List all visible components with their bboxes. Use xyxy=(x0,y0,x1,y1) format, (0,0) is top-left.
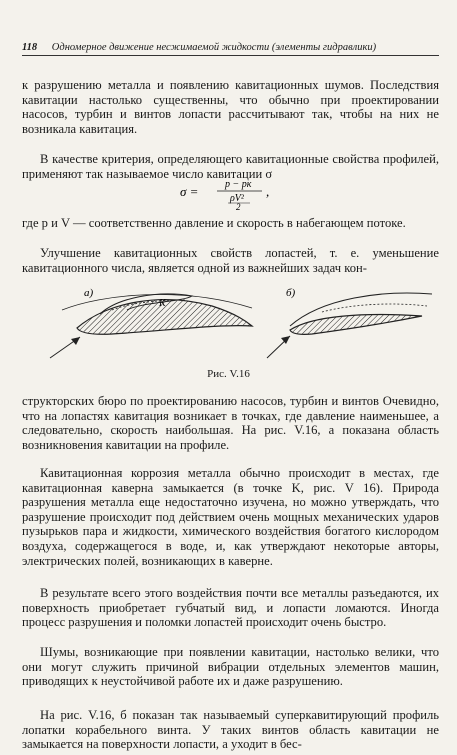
point-k-label: K xyxy=(159,298,166,309)
figure-caption: Рис. V.16 xyxy=(207,368,250,380)
paragraph-6: Кавитационная коррозия металла обычно происходит в местах, где кавитационная каверна замыкается (в точке K, рис. V 16). Природа разрушения металла еще недостаточно изучена, но можно утверждать, что разрушение происходит под действием очень мощных механических ударов пузырьков пара и жидкости, химического воздействия богатого кислородом воздуха, содержащегося в воде, и, как утверждают некоторые авторы, электрических полей, возникающих в каверне. xyxy=(22,466,439,568)
flow-arrowhead-a xyxy=(71,337,80,345)
formula-denominator-bottom: 2 xyxy=(236,202,241,210)
airfoil-b xyxy=(290,315,422,335)
paragraph-3: где p и V — соответственно давление и скорость в набегающем потоке. xyxy=(22,216,406,230)
paragraph-9: На рис. V.16, б показан так называемый суперкавитирующий профиль лопатки корабельного винта. У таких винтов область кавитации не замыкается на поверхности лопасти, а уходит в бес- xyxy=(22,708,439,752)
running-header xyxy=(22,42,439,56)
cavitation-number-formula xyxy=(150,176,330,210)
paragraph-2: В качестве критерия, определяющего кавитационные свойства профилей, применяют так называемое число кавитации σ xyxy=(22,152,439,181)
formula-numerator: p − pк xyxy=(225,179,252,190)
supercavity-bubbles xyxy=(322,304,427,312)
paragraph-1: к разрушению металла и появлению кавитационных шумов. Последствия кавитации настолько существенны, что обычно при проектировании насосов, турбин и винтов лопасти рассчитывают так, чтобы на них не возникала кавитация. xyxy=(22,78,439,136)
paragraph-8: Шумы, возникающие при появлении кавитации, настолько велики, что они могут служить причиной вибрации отдельных элементов машин, приводящих к неустойчивой работе их и даже разрушению. xyxy=(22,645,439,689)
figure-panel-a xyxy=(50,287,252,358)
formula-lhs: σ = xyxy=(180,184,199,199)
paragraph-5: структорских бюро по проектированию насосов, турбин и винтов Очевидно, что на лопастях кавитация возникает в точках, где давление наименьшее, а следовательно, скорость наибольшая. На рис. V.16, а показана область возникновения кавитации на профиле. xyxy=(22,394,439,452)
paragraph-4: Улучшение кавитационных свойств лопастей, т. е. уменьшение кавитационного числа, является одной из важнейших задач кон- xyxy=(22,246,439,275)
paragraph-7: В результате всего этого воздействия почти все металлы разъедаются, их поверхность приобретает губчатый вид, и лопасти ломаются. Иногда процесс разрушения и поломки лопастей происходит очень быстро. xyxy=(22,586,439,630)
page-number: 118 xyxy=(22,42,38,53)
running-title: Одномерное движение несжимаемой жидкости (элементы гидравлики) xyxy=(51,42,377,53)
panel-b-label: б) xyxy=(286,287,296,299)
formula-denominator-top: ρV² xyxy=(230,193,244,204)
panel-a-label: а) xyxy=(84,287,94,299)
figure-panel-b xyxy=(267,287,432,358)
formula-trail: , xyxy=(266,184,270,199)
figure-v16 xyxy=(22,280,439,380)
